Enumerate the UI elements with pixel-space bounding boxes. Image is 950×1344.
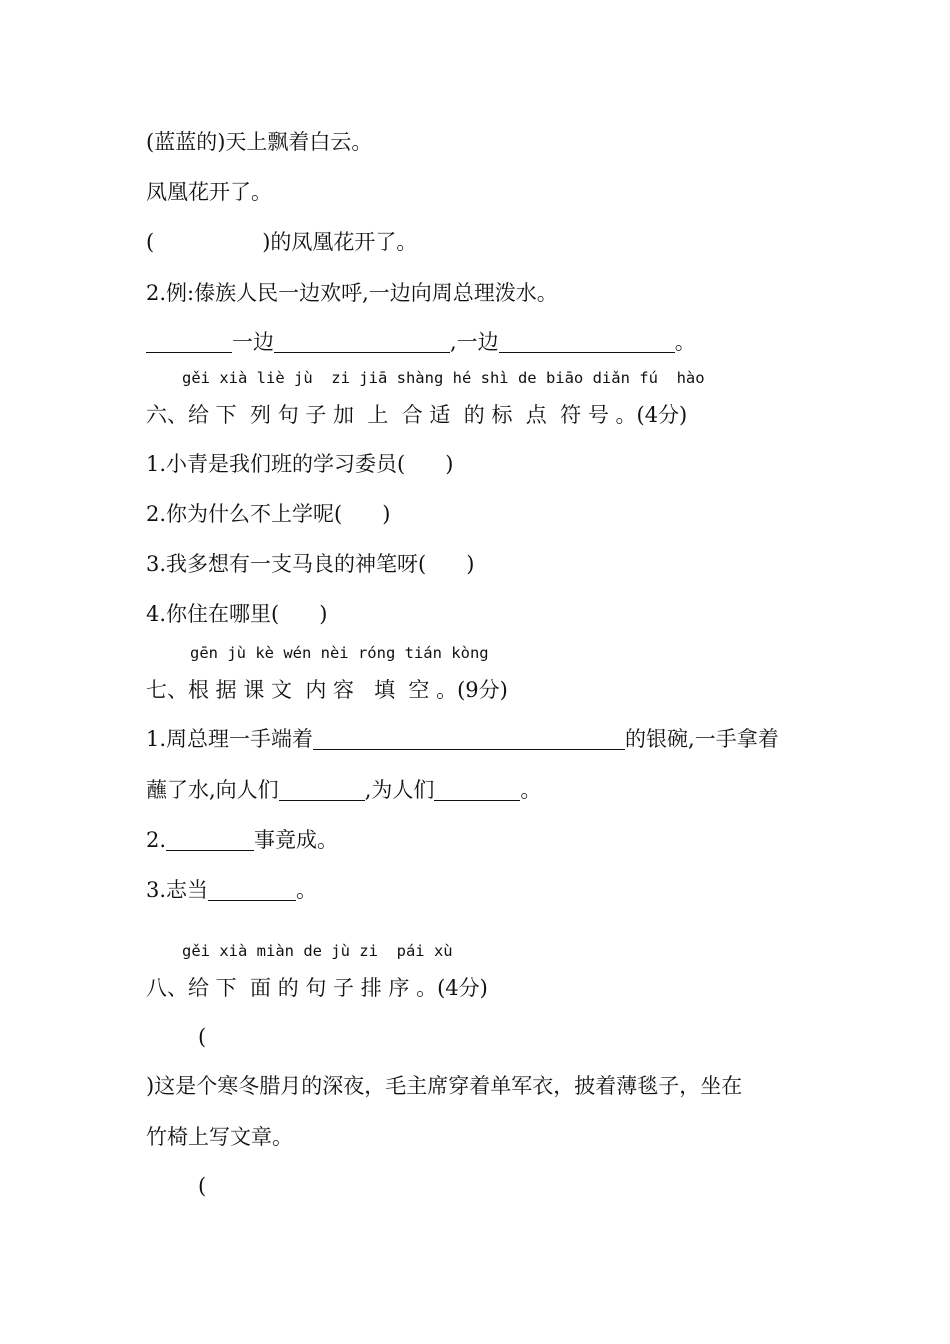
order-paren-1[interactable]: ( xyxy=(198,1025,207,1049)
fill-close-text: )的凤凰花开了。 xyxy=(262,230,418,254)
example-sentence: (蓝蓝的)天上飘着白云。 xyxy=(146,130,373,154)
fill-open-paren: ( xyxy=(146,230,155,254)
blank-to-people[interactable] xyxy=(279,780,365,801)
fill-yibian-1: 一边 xyxy=(232,330,274,354)
blank-silver-bowl[interactable] xyxy=(313,729,625,750)
section-6-pinyin: gěi xià liè jù zi jiā shàng hé shì de biāo diǎn fú hào xyxy=(182,369,705,387)
q2-text-a: 2. xyxy=(146,828,167,852)
q3-text-b: 。 xyxy=(296,878,318,902)
blank-action-1[interactable] xyxy=(274,332,450,353)
blank-ambition[interactable] xyxy=(208,880,296,901)
fill-yibian-2: ,一边 xyxy=(450,330,499,354)
q3-text-a: 3.志当 xyxy=(146,878,209,902)
section-7-q1-line1 xyxy=(146,724,779,754)
q1-text-c: 蘸了水,向人们 xyxy=(146,778,279,802)
section-8-pinyin: gěi xià miàn de jù zi pái xù xyxy=(182,942,453,960)
q1-text-d: ,为人们 xyxy=(364,778,435,802)
blank-subject[interactable] xyxy=(146,332,232,353)
q1-text-b: 的银碗,一手拿着 xyxy=(625,727,779,751)
q1-text-e: 。 xyxy=(520,778,542,802)
section-7-title: 七、根 据 课 文 内 容 填 空 。(9分) xyxy=(146,678,508,702)
section-7-pinyin: gēn jù kè wén nèi róng tián kòng xyxy=(190,644,489,662)
fill-sentence xyxy=(146,227,417,257)
section-6-item: 2.你为什么不上学呢( ) xyxy=(146,502,391,526)
section-6-item: 4.你住在哪里( ) xyxy=(146,602,328,626)
order-item-1-line2: 竹椅上写文章。 xyxy=(146,1125,293,1149)
section-6-item: 3.我多想有一支马良的神笔呀( ) xyxy=(146,552,475,576)
section-7-q1-line2 xyxy=(146,775,541,805)
section-7-q3 xyxy=(146,875,317,905)
section-6-item: 1.小青是我们班的学习委员( ) xyxy=(146,452,454,476)
blank-action-2[interactable] xyxy=(499,332,675,353)
section-8-title: 八、给 下 面 的 句 子 排 序 。(4分) xyxy=(146,976,488,1000)
order-paren-2[interactable]: ( xyxy=(198,1174,207,1198)
base-sentence: 凤凰花开了。 xyxy=(146,180,272,204)
blank-for-people[interactable] xyxy=(434,780,520,801)
q1-text-a: 1.周总理一手端着 xyxy=(146,727,314,751)
order-item-1-line1: )这是个寒冬腊月的深夜，毛主席穿着单军衣，披着薄毯子，坐在 xyxy=(146,1074,743,1098)
blank-idiom[interactable] xyxy=(166,830,254,851)
section-6-title: 六、给 下 列 句 子 加 上 合 适 的 标 点 符 号 。(4分) xyxy=(146,403,688,427)
question-2-example: 2.例:傣族人民一边欢呼,一边向周总理泼水。 xyxy=(146,281,558,305)
question-2-fill xyxy=(146,327,696,357)
q2-text-b: 事竟成。 xyxy=(254,828,339,852)
fill-end: 。 xyxy=(674,330,696,354)
section-7-q2 xyxy=(146,825,338,855)
